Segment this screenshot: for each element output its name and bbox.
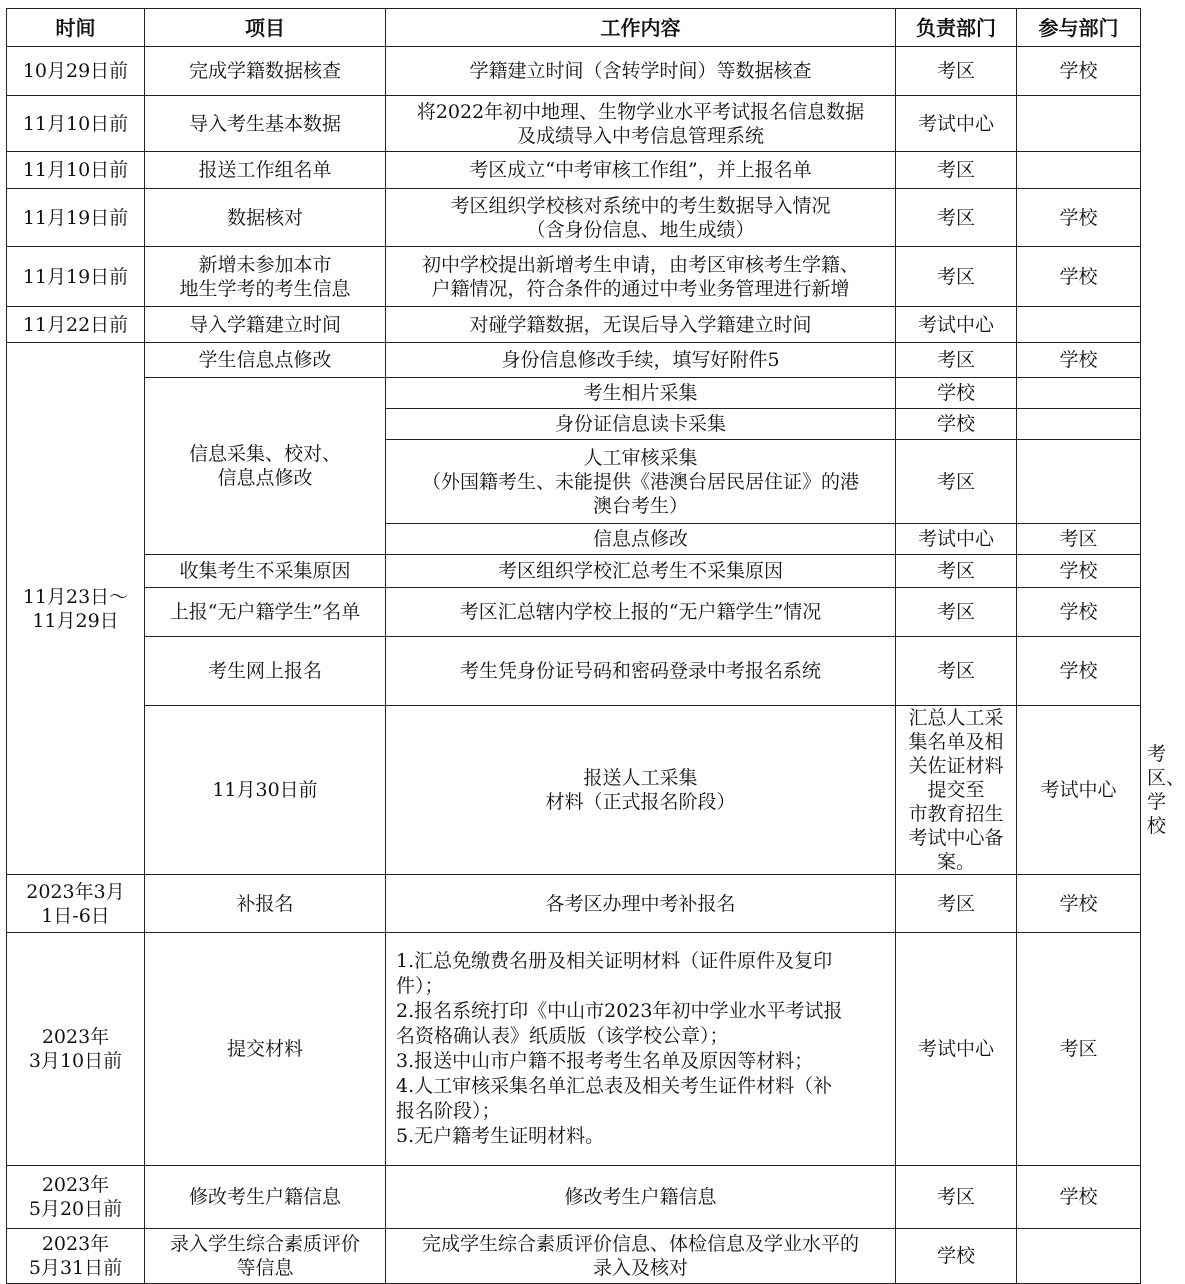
item-cell: 导入学籍建立时间 — [145, 307, 386, 343]
item-line: 录入学生综合素质评价 — [169, 1233, 360, 1255]
responsible-cell: 考试中心 — [896, 933, 1017, 1166]
item-cell: 考生网上报名 — [145, 637, 386, 706]
time-line: 2023年 — [41, 1174, 110, 1196]
participant-cell: 考区 — [1017, 524, 1141, 555]
content-line: 汇总人工采集名单及相关佐证材料提交至 — [908, 707, 1004, 801]
participant-cell: 学校 — [1017, 1166, 1141, 1229]
content-cell: 对碰学籍数据，无误后导入学籍建立时间 — [386, 307, 896, 343]
content-line: 人工审核采集 — [583, 446, 698, 469]
time-line: 2023年 — [41, 1026, 110, 1048]
content-cell: 学籍建立时间（含转学时间）等数据核查 — [386, 47, 896, 96]
responsible-cell: 考区 — [896, 1166, 1017, 1229]
table-row — [7, 875, 1141, 933]
item-cell: 补报名 — [145, 875, 386, 933]
time-cell: 11月22日前 — [7, 307, 145, 343]
content-cell — [386, 1229, 896, 1284]
item-cell: 上报“无户籍学生”名单 — [145, 588, 386, 637]
item-line: 报送人工采集 — [583, 767, 698, 789]
content-line: 名资格确认表》纸质版（该学校公章）； — [396, 1025, 729, 1047]
header-content: 工作内容 — [386, 9, 896, 47]
time-line: 2023年 — [41, 1233, 110, 1255]
item-cell — [386, 706, 896, 875]
responsible-cell: 学校 — [896, 409, 1017, 440]
content-line: 市教育招生考试中心备案。 — [908, 803, 1004, 873]
participant-cell: 学校 — [1017, 637, 1141, 706]
item-cell: 导入考生基本数据 — [145, 96, 386, 152]
time-line: 2023年3月 — [26, 880, 125, 903]
table-row — [7, 343, 1141, 378]
responsible-cell: 考区 — [896, 588, 1017, 637]
item-cell: 数据核对 — [145, 189, 386, 247]
time-line: 1日-6日 — [41, 904, 110, 927]
header-responsible: 负责部门 — [896, 9, 1017, 47]
item-line: 材料（正式报名阶段） — [545, 791, 736, 813]
content-cell: 各考区办理中考补报名 — [386, 875, 896, 933]
table-row — [7, 152, 1141, 189]
table-row — [7, 189, 1141, 247]
content-cell: 修改考生户籍信息 — [386, 1166, 896, 1229]
participant-cell: 考区 — [1017, 933, 1141, 1166]
table-row — [7, 555, 1141, 588]
responsible-cell: 学校 — [896, 1229, 1017, 1284]
participant-cell: 学校 — [1017, 588, 1141, 637]
item-cell — [145, 378, 386, 555]
content-cell: 身份信息修改手续，填写好附件5 — [386, 343, 896, 378]
participant-cell — [1017, 152, 1141, 189]
time-line: 11月23日～ — [22, 585, 129, 608]
responsible-cell: 考区 — [896, 637, 1017, 706]
content-cell — [386, 96, 896, 152]
content-line: （含身份信息、地生成绩） — [526, 218, 755, 241]
table-row — [7, 378, 1141, 409]
participant-cell — [1017, 96, 1141, 152]
content-line: 澳台考生） — [592, 494, 688, 517]
table-row: 11月30日前 报送人工采集 材料（正式报名阶段） 汇总人工采集名单及相关佐证材料提交至 市教育招生考试中心备案。 考试中心 考区、学校 — [7, 706, 1141, 875]
content-cell — [386, 189, 896, 247]
time-line: 5月20日前 — [28, 1198, 123, 1220]
item-cell: 报送工作组名单 — [145, 152, 386, 189]
responsible-cell: 学校 — [896, 378, 1017, 409]
content-cell: 信息点修改 — [386, 524, 896, 555]
table-row — [7, 933, 1141, 1166]
table-row — [7, 637, 1141, 706]
time-cell — [7, 875, 145, 933]
content-line: 件）； — [396, 975, 444, 997]
table-row — [7, 1166, 1141, 1229]
content-cell: 考区汇总辖内学校上报的“无户籍学生”情况 — [386, 588, 896, 637]
item-line: 地生学考的考生信息 — [179, 277, 351, 300]
item-cell: 修改考生户籍信息 — [145, 1166, 386, 1229]
content-cell — [386, 440, 896, 524]
responsible-cell: 考区 — [896, 152, 1017, 189]
item-cell: 完成学籍数据核查 — [145, 47, 386, 96]
header-row — [7, 9, 1141, 47]
time-cell: 11月10日前 — [7, 96, 145, 152]
participant-cell: 学校 — [1017, 247, 1141, 307]
content-line: 户籍情况，符合条件的通过中考业务管理进行新增 — [431, 277, 850, 300]
time-cell — [7, 1166, 145, 1229]
responsible-cell: 考试中心 — [1017, 706, 1141, 875]
time-cell — [7, 933, 145, 1166]
participant-cell: 学校 — [1017, 555, 1141, 588]
content-line: 3.报送中山市户籍不报考考生名单及原因等材料； — [396, 1050, 814, 1072]
header-item: 项目 — [145, 9, 386, 47]
content-cell — [386, 247, 896, 307]
content-line: 2.报名系统打印《中山市2023年初中学业水平考试报 — [396, 1000, 843, 1022]
responsible-cell: 考区 — [896, 343, 1017, 378]
item-cell: 提交材料 — [145, 933, 386, 1166]
responsible-cell: 考区 — [896, 47, 1017, 96]
table-row — [7, 588, 1141, 637]
item-line: 信息点修改 — [217, 467, 313, 489]
participant-cell — [1017, 440, 1141, 524]
content-cell: 考生凭身份证号码和密码登录中考报名系统 — [386, 637, 896, 706]
time-cell — [7, 1229, 145, 1284]
time-line: 11月29日 — [32, 609, 119, 632]
participant-cell — [1017, 1229, 1141, 1284]
content-line: 及成绩导入中考信息管理系统 — [516, 124, 764, 147]
content-cell: 身份证信息读卡采集 — [386, 409, 896, 440]
header-time: 时间 — [7, 9, 145, 47]
content-line: 录入及核对 — [592, 1257, 688, 1279]
responsible-cell: 考区 — [896, 875, 1017, 933]
content-cell: 考区组织学校汇总考生不采集原因 — [386, 555, 896, 588]
responsible-cell: 考区 — [896, 189, 1017, 247]
item-line: 等信息 — [236, 1257, 294, 1279]
content-cell — [896, 706, 1017, 875]
content-line: 考区组织学校核对系统中的考生数据导入情况 — [450, 194, 831, 217]
content-line: 将2022年初中地理、生物学业水平考试报名信息数据 — [416, 100, 865, 123]
responsible-cell: 考区 — [896, 555, 1017, 588]
content-line: （外国籍考生、未能提供《港澳台居民居住证》的港 — [421, 470, 859, 493]
item-line: 新增未参加本市 — [198, 253, 332, 276]
content-line: 完成学生综合素质评价信息、体检信息及学业水平的 — [421, 1233, 859, 1255]
item-cell — [145, 247, 386, 307]
participant-cell: 学校 — [1017, 189, 1141, 247]
responsible-cell: 考区 — [896, 247, 1017, 307]
content-cell: 考生相片采集 — [386, 378, 896, 409]
table-row — [7, 96, 1141, 152]
time-cell: 11月19日前 — [7, 189, 145, 247]
content-line: 4.人工审核采集名单汇总表及相关考生证件材料（补 — [396, 1075, 833, 1097]
time-cell: 11月30日前 — [145, 706, 386, 875]
table-row — [7, 47, 1141, 96]
item-cell — [145, 1229, 386, 1284]
time-cell: 10月29日前 — [7, 47, 145, 96]
item-line: 信息采集、校对、 — [188, 443, 341, 465]
participant-cell: 学校 — [1017, 875, 1141, 933]
table-row — [7, 247, 1141, 307]
content-line: 报名阶段）； — [396, 1100, 501, 1122]
participant-cell — [1017, 378, 1141, 409]
schedule-table — [6, 8, 1185, 1284]
time-cell: 11月19日前 — [7, 247, 145, 307]
time-line: 5月31日前 — [28, 1257, 123, 1279]
time-line: 3月10日前 — [28, 1050, 123, 1072]
table-row — [7, 307, 1141, 343]
participant-cell — [1017, 409, 1141, 440]
item-cell: 学生信息点修改 — [145, 343, 386, 378]
content-cell — [386, 933, 896, 1166]
participant-cell — [1017, 307, 1141, 343]
time-cell — [7, 343, 145, 875]
table-row — [7, 1229, 1141, 1284]
time-cell: 11月10日前 — [7, 152, 145, 189]
responsible-cell: 考试中心 — [896, 307, 1017, 343]
responsible-cell: 考试中心 — [896, 96, 1017, 152]
participant-cell: 学校 — [1017, 343, 1141, 378]
responsible-cell: 考试中心 — [896, 524, 1017, 555]
responsible-cell: 考区 — [896, 440, 1017, 524]
participant-cell: 学校 — [1017, 47, 1141, 96]
content-cell: 考区成立“中考审核工作组”，并上报名单 — [386, 152, 896, 189]
content-line: 初中学校提出新增考生申请，由考区审核考生学籍、 — [421, 253, 859, 276]
item-cell: 收集考生不采集原因 — [145, 555, 386, 588]
content-line: 1.汇总免缴费名册及相关证明材料（证件原件及复印 — [396, 950, 833, 972]
header-participant: 参与部门 — [1017, 9, 1141, 47]
content-line: 5.无户籍考生证明材料。 — [396, 1125, 605, 1147]
